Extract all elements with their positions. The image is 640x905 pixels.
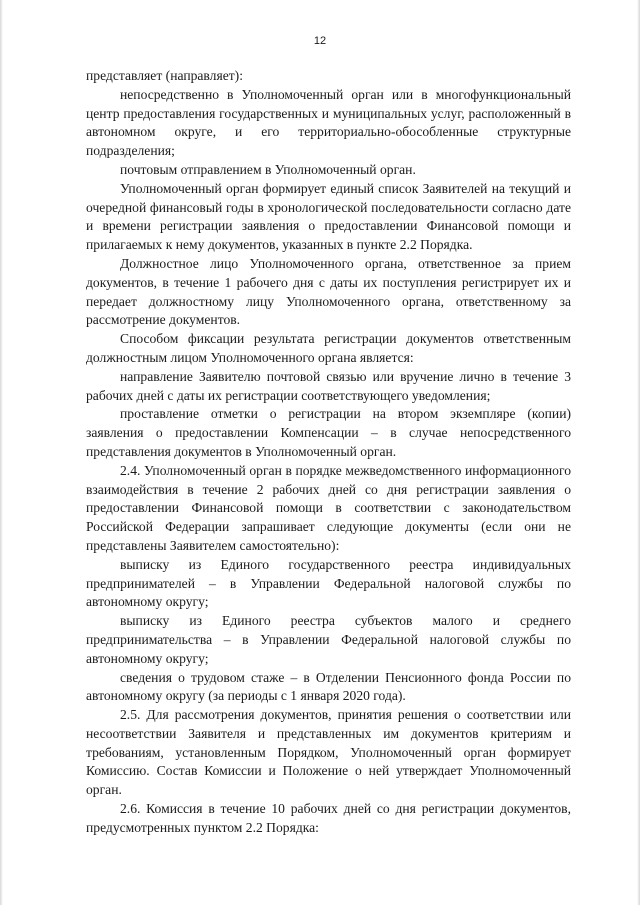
paragraph: направление Заявителю почтовой связью или вручение лично в течение 3 рабочих дней с даты их регистрации соответствующего уведомления; bbox=[86, 368, 571, 403]
paragraph: 2.4. Уполномоченный орган в порядке межведомственного информационного взаимодействия в течение 2 рабочих дней со дня регистрации заявления о предоставлении Финансовой помощи в соответствии с законодательством Российской Федерации запрашивает следующие документы (если они не представлены Заявителем самостоятельно): bbox=[86, 462, 571, 553]
paragraph: 2.5. Для рассмотрения документов, принятия решения о соответствии или несоответствии Заявителя и представленных им документов критериям и требованиям, установленным Порядком, Уполномоченный орган формирует Комиссию. Состав Комиссии и Положение о ней утверждает Уполномоченный орган. bbox=[86, 707, 571, 798]
paragraph: представляет (направляет): bbox=[86, 68, 243, 83]
paragraph: почтовым отправлением в Уполномоченный орган. bbox=[120, 161, 416, 177]
paragraph: 2.6. Комиссия в течение 10 рабочих дней со дня регистрации документов, предусмотренных пунктом 2.2 Порядка: bbox=[86, 801, 571, 835]
document-body bbox=[86, 67, 571, 838]
scan-edge-left bbox=[0, 0, 3, 905]
paragraph: Уполномоченный орган формирует единый список Заявителей на текущий и очередной финансовый годы в хронологической последовательности согласно дате и времени регистрации заявления о предоставлении Финансовой помощи и прилагаемых к нему документов, указанных в пункте 2.2 Порядка. bbox=[86, 180, 571, 253]
paragraph: Способом фиксации результата регистрации документов ответственным должностным лицом Уполномоченного органа является: bbox=[86, 331, 571, 365]
paragraph: Должностное лицо Уполномоченного органа, ответственное за прием документов, в течение 1 рабочего дня с даты их поступления регистрирует их и передает должностному лицу Уполномоченного органа, ответственному за рассмотрение документов. bbox=[86, 255, 571, 328]
paragraph: непосредственно в Уполномоченный орган или в многофункциональный центр предоставления государственных и муниципальных услуг, расположенный в автономном округе, и его территориально-обособленные структурные подразделения; bbox=[86, 86, 571, 159]
paragraph: выписку из Единого реестра субъектов малого и среднего предпринимательства – в Управлении Федеральной налоговой службы по автономному округу; bbox=[86, 613, 571, 666]
paragraph: сведения о трудовом стаже – в Отделении Пенсионного фонда России по автономному округу (за периоды с 1 января 2020 года). bbox=[86, 669, 571, 704]
paragraph: выписку из Единого государственного реестра индивидуальных предпринимателей – в Управлении Федеральной налоговой службы по автономному округу; bbox=[86, 556, 571, 610]
paragraph: проставление отметки о регистрации на втором экземпляре (копии) заявления о предоставлении Компенсации – в случае непосредственного представления документов в Уполномоченный орган. bbox=[86, 406, 571, 459]
page-number: 12 bbox=[313, 35, 327, 47]
